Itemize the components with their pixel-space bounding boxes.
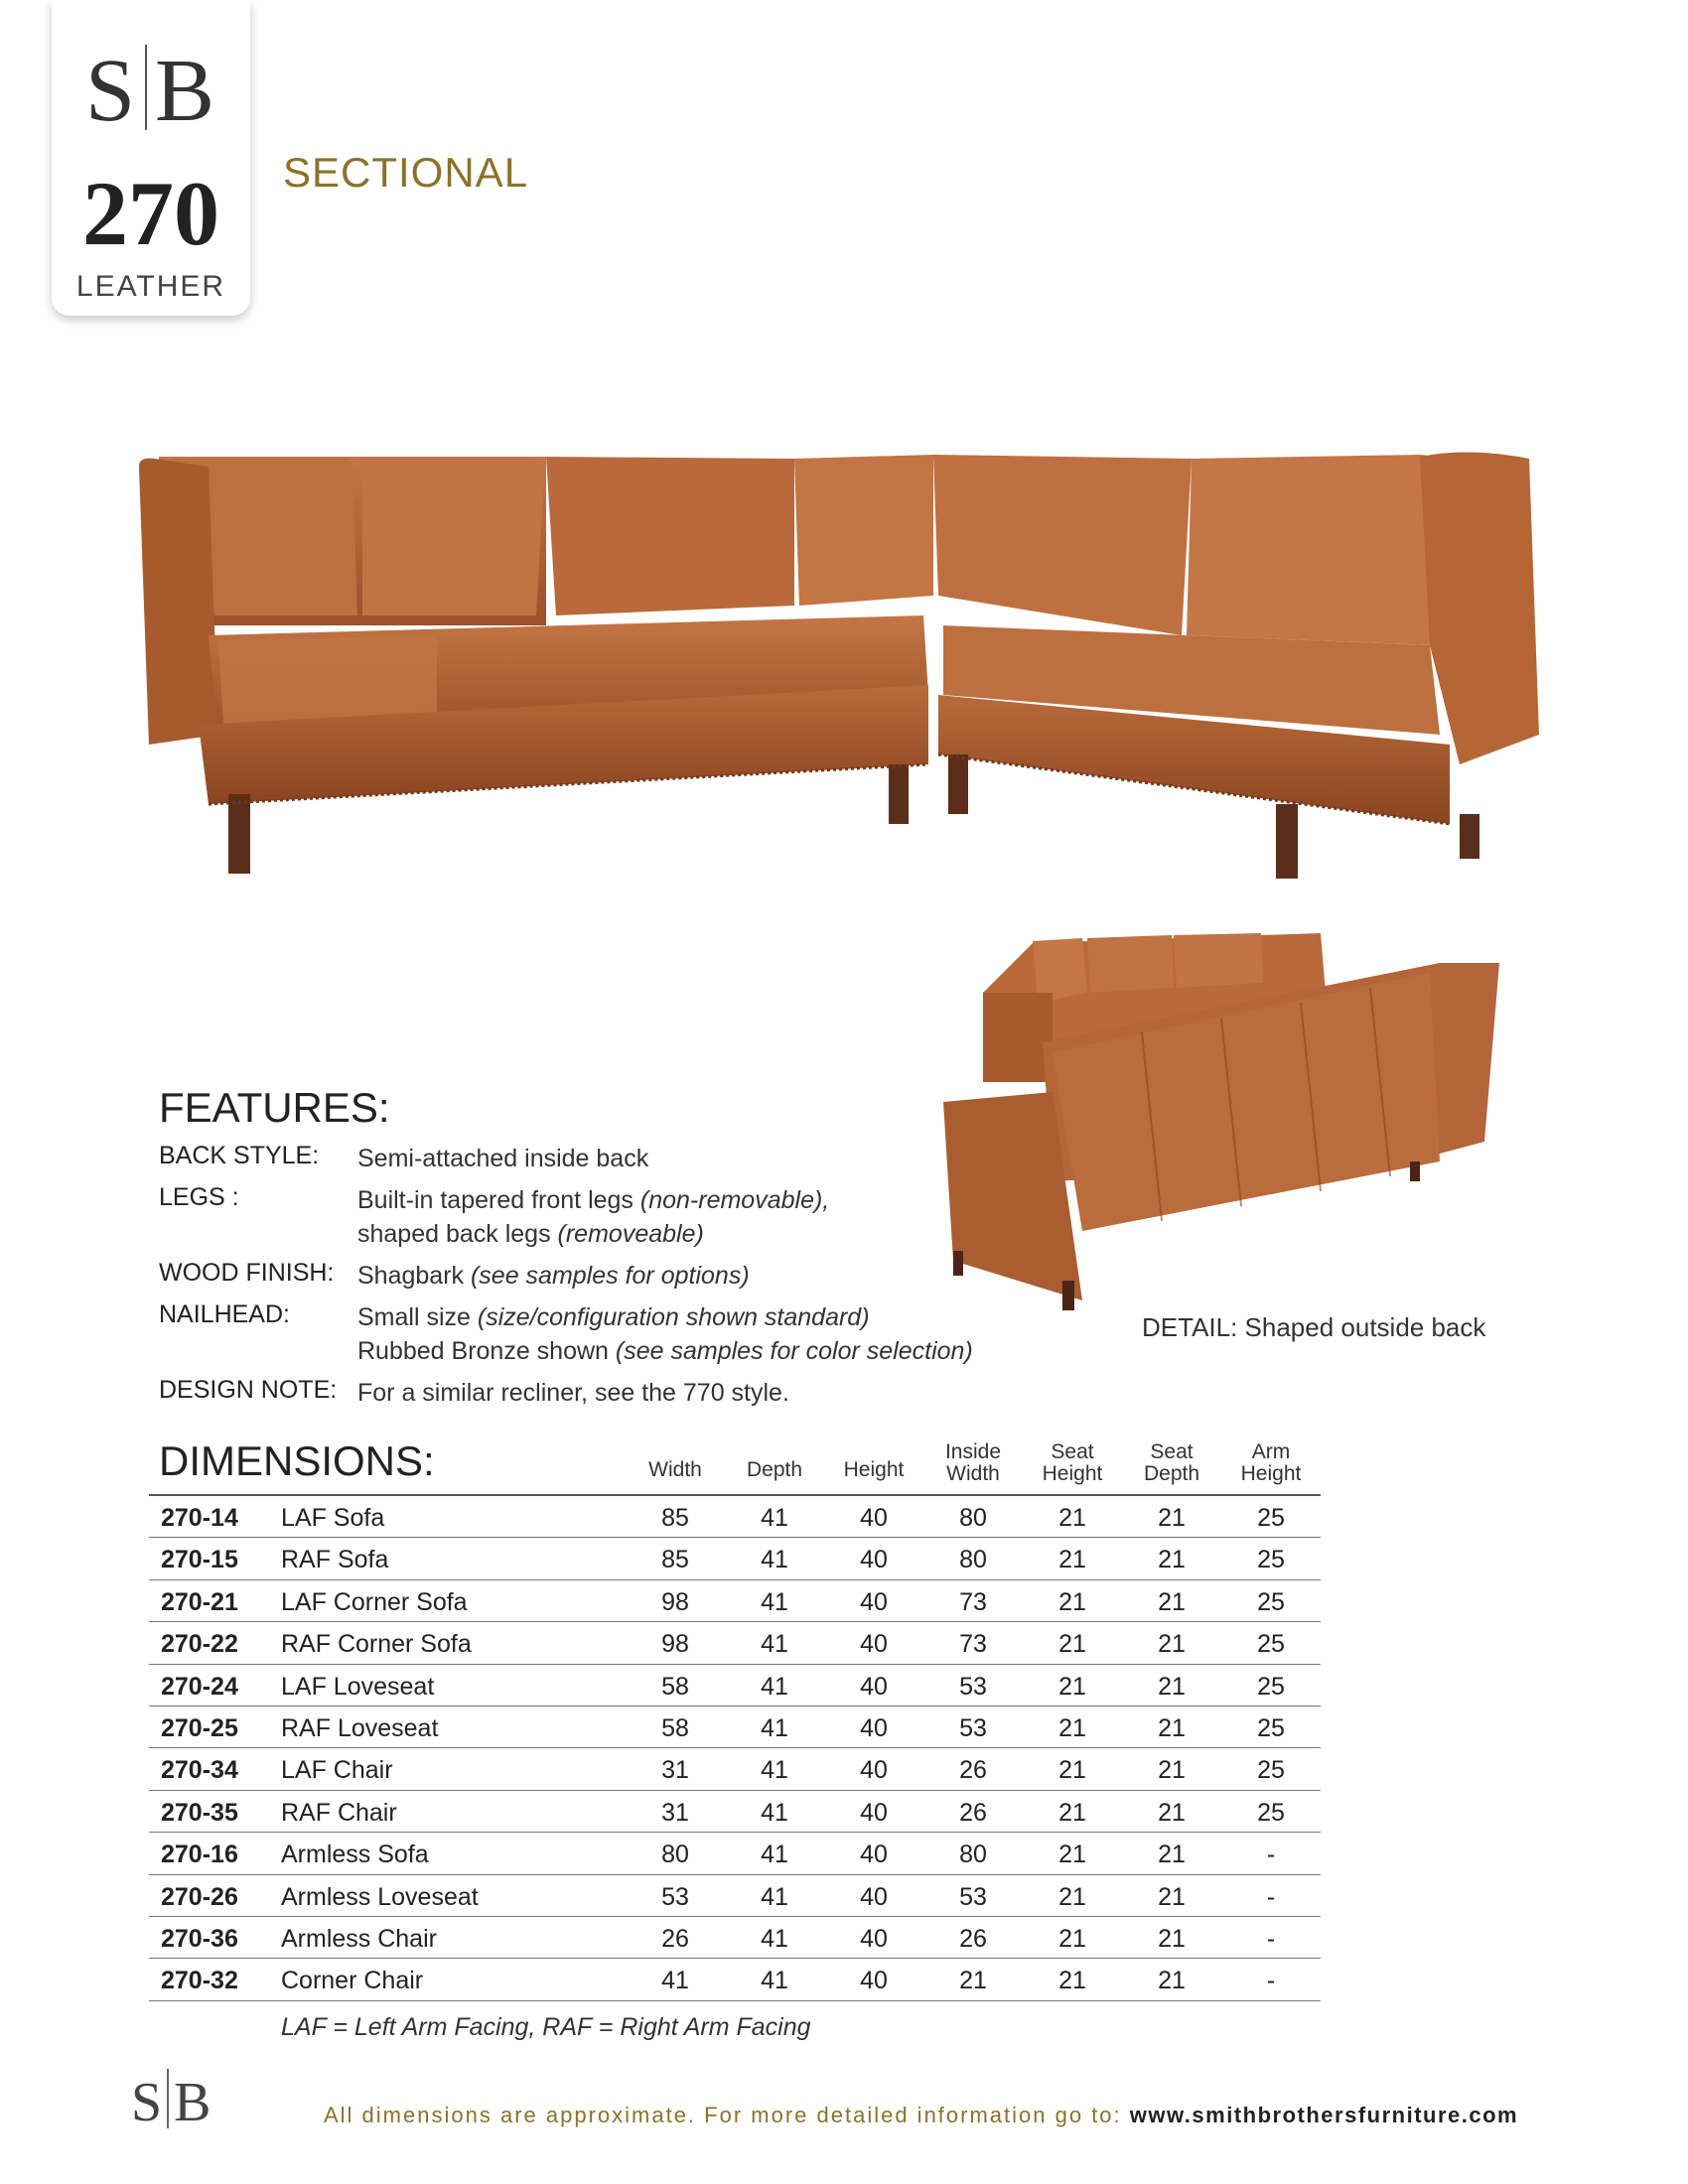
model-code: 270-36 <box>161 1924 238 1953</box>
table-row <box>149 1665 1321 1706</box>
feature-label: WOOD FINISH: <box>159 1259 335 1287</box>
table-row <box>149 1748 1321 1790</box>
dimension-value: 80 <box>661 1841 689 1869</box>
dimension-value: 21 <box>1058 1967 1086 1995</box>
table-row <box>149 1959 1321 2000</box>
model-code: 270-16 <box>161 1841 238 1869</box>
style-number: 270 <box>82 163 219 264</box>
dimension-value: 21 <box>1058 1713 1086 1742</box>
footer-disclaimer: All dimensions are approximate. For more detailed information go to: www.smithbrothersfurniture.com <box>324 2103 1519 2127</box>
model-code: 270-26 <box>161 1882 238 1911</box>
dimension-value: - <box>1266 1882 1276 1911</box>
dimension-value: 41 <box>761 1587 788 1616</box>
dimension-value: 21 <box>1058 1630 1086 1659</box>
dimension-value: 85 <box>661 1546 689 1574</box>
dimension-value: 21 <box>1158 1798 1186 1827</box>
dimension-value: 21 <box>1058 1504 1086 1532</box>
product-type-title: SECTIONAL <box>283 149 529 196</box>
dimension-value: 40 <box>860 1756 888 1785</box>
feature-label: DESIGN NOTE: <box>159 1376 338 1404</box>
dimension-value: 53 <box>661 1882 689 1911</box>
features-title: FEATURES: <box>159 1084 390 1131</box>
dimension-value: 21 <box>1058 1882 1086 1911</box>
feature-value: Small size (size/configuration shown standard) Rubbed Bronze shown (see samples for color selection) <box>357 1303 973 1365</box>
model-name: LAF Corner Sofa <box>281 1587 468 1616</box>
dimension-value: 40 <box>860 1713 888 1742</box>
feature-label: BACK STYLE: <box>159 1142 320 1169</box>
model-name: RAF Loveseat <box>281 1713 439 1742</box>
material-label: LEATHER <box>75 270 226 303</box>
model-name: RAF Chair <box>281 1798 397 1827</box>
dimension-value: - <box>1266 1924 1276 1953</box>
dimension-value: 31 <box>661 1798 689 1827</box>
dimension-value: 40 <box>860 1672 888 1701</box>
dimension-value: 21 <box>1158 1672 1186 1701</box>
dimension-value: 21 <box>1158 1587 1186 1616</box>
table-row <box>149 1833 1321 1874</box>
dimension-value: 40 <box>860 1798 888 1827</box>
dimension-value: 25 <box>1257 1546 1285 1574</box>
dimension-value: 21 <box>1058 1924 1086 1953</box>
dimension-value: 41 <box>761 1841 788 1869</box>
detail-caption: DETAIL: Shaped outside back <box>1142 1312 1486 1342</box>
dimension-value: 80 <box>959 1841 987 1869</box>
model-name: Armless Sofa <box>281 1841 429 1869</box>
dimension-value: 41 <box>761 1630 788 1659</box>
col-head-height: Height <box>843 1458 905 1481</box>
dimension-value: 40 <box>860 1967 888 1995</box>
dimension-value: 41 <box>761 1924 788 1953</box>
col-head-arm-height: Arm Height <box>1240 1440 1302 1485</box>
dimension-value: 21 <box>1158 1882 1186 1911</box>
dimension-value: 58 <box>661 1713 689 1742</box>
col-head-inside-width: Inside Width <box>944 1440 1002 1485</box>
col-head-seat-height: Seat Height <box>1042 1440 1103 1485</box>
dimension-value: 85 <box>661 1504 689 1532</box>
feature-label: LEGS : <box>159 1183 239 1211</box>
dimension-value: 41 <box>761 1756 788 1785</box>
feature-value: Built-in tapered front legs (non-removable), shaped back legs (removeable) <box>357 1186 830 1248</box>
dimension-value: 26 <box>959 1756 987 1785</box>
dimension-value: 21 <box>1158 1756 1186 1785</box>
dimension-value: 21 <box>1158 1924 1186 1953</box>
model-code: 270-21 <box>161 1587 238 1616</box>
model-code: 270-25 <box>161 1713 238 1742</box>
dimension-value: 21 <box>1158 1713 1186 1742</box>
dimensions-title: DIMENSIONS: <box>159 1437 435 1484</box>
dimension-value: - <box>1266 1967 1276 1995</box>
outside-back-detail-photo <box>943 933 1509 1310</box>
dimension-value: 21 <box>1058 1546 1086 1574</box>
dimension-value: 25 <box>1257 1587 1285 1616</box>
dimension-value: 21 <box>1158 1967 1186 1995</box>
table-row <box>149 1622 1321 1664</box>
model-code: 270-32 <box>161 1967 238 1995</box>
model-code: 270-15 <box>161 1546 238 1574</box>
dimension-value: 80 <box>959 1546 987 1574</box>
model-code: 270-24 <box>161 1672 238 1701</box>
dimension-value: 41 <box>761 1672 788 1701</box>
dimension-value: 31 <box>661 1756 689 1785</box>
feature-value: Shagbark (see samples for options) <box>357 1262 750 1290</box>
model-name: LAF Sofa <box>281 1504 385 1532</box>
dimension-value: 21 <box>1058 1672 1086 1701</box>
arm-facing-note: LAF = Left Arm Facing, RAF = Right Arm Facing <box>281 2013 811 2041</box>
dimension-value: 21 <box>1058 1798 1086 1827</box>
dimensions-table <box>149 1494 1321 2001</box>
dimension-value: 25 <box>1257 1504 1285 1532</box>
dimension-value: 40 <box>860 1587 888 1616</box>
dimension-value: 41 <box>661 1967 689 1995</box>
table-row <box>149 1580 1321 1622</box>
model-name: LAF Chair <box>281 1756 393 1785</box>
dimension-value: 21 <box>1158 1504 1186 1532</box>
dimension-value: 41 <box>761 1798 788 1827</box>
dimension-value: 25 <box>1257 1798 1285 1827</box>
table-row <box>149 1538 1321 1579</box>
dimension-value: 53 <box>959 1713 987 1742</box>
dimension-value: 21 <box>1058 1756 1086 1785</box>
table-row <box>149 1791 1321 1833</box>
dimension-value: 26 <box>959 1924 987 1953</box>
table-row <box>149 1706 1321 1748</box>
dimension-value: 40 <box>860 1630 888 1659</box>
dimension-value: 41 <box>761 1713 788 1742</box>
feature-value: Semi-attached inside back <box>357 1145 649 1172</box>
dimension-value: 21 <box>959 1967 987 1995</box>
dimension-value: 25 <box>1257 1756 1285 1785</box>
dimension-value: 73 <box>959 1587 987 1616</box>
model-name: Armless Loveseat <box>281 1882 479 1911</box>
dimension-value: 26 <box>959 1798 987 1827</box>
dimension-value: 41 <box>761 1546 788 1574</box>
model-name: LAF Loveseat <box>281 1672 435 1701</box>
footer-url-link[interactable]: www.smithbrothersfurniture.com <box>1129 2103 1519 2127</box>
table-row <box>149 1917 1321 1959</box>
dimension-value: 53 <box>959 1882 987 1911</box>
feature-label: NAILHEAD: <box>159 1300 290 1328</box>
dimension-value: 21 <box>1058 1587 1086 1616</box>
dimension-value: 21 <box>1158 1841 1186 1869</box>
model-code: 270-35 <box>161 1798 238 1827</box>
dimension-value: 25 <box>1257 1672 1285 1701</box>
dimension-value: 53 <box>959 1672 987 1701</box>
dimension-value: 26 <box>661 1924 689 1953</box>
dimension-value: 41 <box>761 1504 788 1532</box>
model-name: RAF Corner Sofa <box>281 1630 472 1659</box>
dimension-value: - <box>1266 1841 1276 1869</box>
model-code: 270-34 <box>161 1756 238 1785</box>
dimension-value: 40 <box>860 1504 888 1532</box>
dimension-value: 41 <box>761 1882 788 1911</box>
col-head-width: Width <box>648 1458 702 1481</box>
model-code: 270-14 <box>161 1504 238 1532</box>
dimension-value: 58 <box>661 1672 689 1701</box>
dimension-value: 98 <box>661 1587 689 1616</box>
table-row <box>149 1496 1321 1538</box>
model-name: Corner Chair <box>281 1967 424 1995</box>
dimension-value: 41 <box>761 1967 788 1995</box>
dimension-value: 21 <box>1058 1841 1086 1869</box>
feature-value: For a similar recliner, see the 770 style. <box>357 1379 789 1407</box>
footer-logo: S B <box>131 2069 211 2134</box>
dimension-value: 25 <box>1257 1630 1285 1659</box>
dimension-value: 40 <box>860 1546 888 1574</box>
model-name: RAF Sofa <box>281 1546 389 1574</box>
dimension-value: 98 <box>661 1630 689 1659</box>
model-name: Armless Chair <box>281 1924 437 1953</box>
dimension-value: 73 <box>959 1630 987 1659</box>
brand-monogram: S B <box>84 42 217 140</box>
dimension-value: 80 <box>959 1504 987 1532</box>
col-head-depth: Depth <box>746 1458 803 1481</box>
table-row <box>149 1875 1321 1917</box>
model-code: 270-22 <box>161 1630 238 1659</box>
col-head-seat-depth: Seat Depth <box>1143 1440 1200 1485</box>
dimension-value: 25 <box>1257 1713 1285 1742</box>
dimension-value: 40 <box>860 1841 888 1869</box>
dimension-value: 21 <box>1158 1546 1186 1574</box>
dimension-value: 40 <box>860 1924 888 1953</box>
sectional-main-photo <box>139 437 1549 893</box>
dimension-value: 21 <box>1158 1630 1186 1659</box>
dimension-value: 40 <box>860 1882 888 1911</box>
brand-tab <box>52 0 250 316</box>
